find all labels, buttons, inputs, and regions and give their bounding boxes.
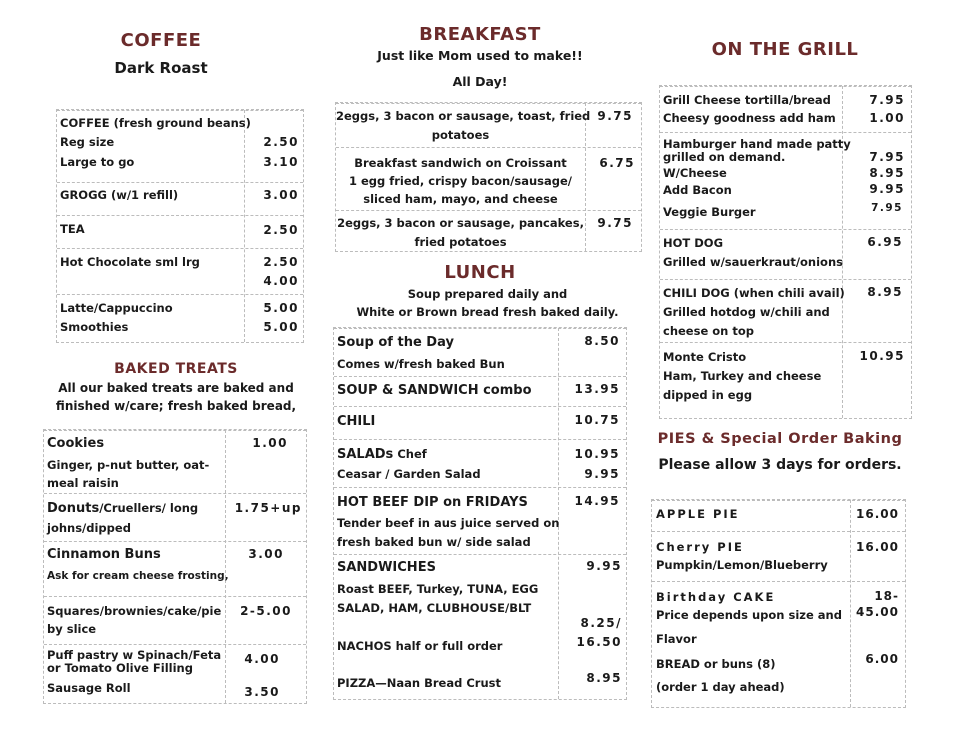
menu-item: Hamburger hand made patty [663, 137, 851, 151]
menu-item: Ham, Turkey and cheese [663, 369, 822, 383]
baked-row [44, 430, 306, 494]
menu-item: sliced ham, mayo, and cheese [363, 192, 558, 206]
menu-item [47, 499, 198, 519]
menu-item: Roast BEEF, Turkey, TUNA, EGG [337, 582, 539, 596]
menu-item: Hot Chocolate sml lrg [60, 255, 200, 269]
menu-item: Cherry PIE [656, 540, 744, 554]
menu-item: Soup of the Day [337, 335, 454, 350]
breakfast-title: BREAKFAST [419, 24, 541, 45]
menu-item: GROGG (w/1 refill) [60, 188, 179, 202]
price: 8.50 [584, 334, 620, 348]
grill-row [660, 132, 911, 230]
price: 16.50 [576, 635, 622, 649]
menu-item: johns/dipped [47, 521, 131, 535]
price: 6.95 [867, 235, 903, 249]
menu-item: Veggie Burger [663, 205, 756, 219]
note-line: finished w/care; fresh baked bread, [55, 399, 297, 413]
price: 18- [874, 589, 899, 603]
price: 3.00 [263, 188, 299, 202]
menu-item: fried potatoes [414, 235, 507, 249]
item-name-rest: /Cruellers/ long [99, 501, 199, 515]
menu-item: PIZZA—Naan Bread Crust [337, 676, 501, 690]
price: 1.00 [252, 436, 288, 450]
lunch-row [334, 439, 626, 488]
grill-row [660, 229, 911, 280]
price: 8.95 [586, 671, 622, 685]
lunch-note [335, 285, 640, 321]
price: 7.95 [871, 202, 903, 214]
price: 1.00 [869, 111, 905, 125]
menu-item: Comes w/fresh baked Bun [337, 357, 505, 371]
lunch-row [334, 487, 626, 555]
menu-item: dipped in egg [663, 388, 753, 402]
price: 8.25/ [580, 616, 622, 630]
coffee-title: COFFEE [120, 30, 202, 51]
lunch-row [334, 554, 626, 700]
lunch-row [334, 406, 626, 440]
menu-item: Smoothies [60, 320, 129, 334]
coffee-row [57, 248, 303, 295]
price: 10.95 [859, 349, 905, 363]
price: 13.95 [574, 382, 620, 396]
menu-item: COFFEE (fresh ground beans) [60, 116, 251, 130]
lunch-row [334, 328, 626, 377]
menu-item: SALAD, HAM, CLUBHOUSE/BLT [337, 601, 532, 615]
price: 10.95 [574, 447, 620, 461]
grill-row [660, 342, 911, 419]
menu-item: grilled on demand. [663, 150, 786, 164]
coffee-row [57, 110, 303, 183]
price: 45.00 [856, 605, 899, 619]
menu-item: by slice [47, 622, 97, 636]
baked-table [43, 429, 307, 704]
lunch-title: LUNCH [444, 262, 516, 283]
baked-title: BAKED TREATS [114, 361, 238, 377]
menu-item: TEA [60, 222, 85, 236]
price: 5.00 [263, 320, 299, 334]
price: 8.95 [869, 166, 905, 180]
menu-item: Pumpkin/Lemon/Blueberry [656, 558, 828, 572]
menu-item: or Tomato Olive Filling [47, 661, 193, 675]
menu-item: Cookies [47, 436, 105, 451]
breakfast-row [336, 210, 641, 252]
pies-subtitle: Please allow 3 days for orders. [658, 457, 902, 473]
breakfast-tagline-2: All Day! [452, 74, 508, 89]
price: 3.10 [263, 155, 299, 169]
item-name-rest: Chef [393, 447, 427, 461]
baked-row [44, 541, 306, 597]
price: 3.00 [248, 547, 284, 561]
menu-item: Sausage Roll [47, 681, 131, 695]
baked-note [50, 379, 302, 415]
price: 10.75 [574, 413, 620, 427]
menu-item: SOUP & SANDWICH combo [337, 383, 532, 398]
menu-item: Tender beef in aus juice served on [337, 516, 560, 530]
menu-item: Ginger, p-nut butter, oat- [47, 458, 210, 472]
grill-title: ON THE GRILL [711, 39, 859, 60]
menu-item: Grilled w/sauerkraut/onions [663, 255, 843, 269]
price: 9.95 [869, 182, 905, 196]
pies-row [652, 581, 905, 708]
price: 1.75+up [234, 501, 302, 515]
price: 16.00 [856, 540, 899, 554]
menu-item: HOT BEEF DIP on FRIDAYS [337, 495, 528, 510]
menu-item: Puff pastry w Spinach/Feta [47, 648, 222, 662]
coffee-subtitle: Dark Roast [114, 59, 208, 77]
price: 9.75 [597, 216, 633, 230]
menu-item: Breakfast sandwich on Croissant [354, 156, 567, 170]
lunch-table [333, 327, 627, 700]
pies-row [652, 531, 905, 582]
menu-item: W/Cheese [663, 166, 727, 180]
menu-item: APPLE PIE [656, 507, 740, 521]
price: 3.50 [244, 685, 280, 699]
menu-item: Price depends upon size and [656, 608, 842, 622]
coffee-table [56, 109, 304, 343]
menu-item: Cinnamon Buns [47, 547, 161, 562]
menu-item: Reg size [60, 135, 115, 149]
menu-item: NACHOS half or full order [337, 639, 503, 653]
note-line: White or Brown bread fresh baked daily. [356, 305, 619, 319]
menu-item: Birthday CAKE [656, 590, 776, 604]
pies-title: PIES & Special Order Baking [657, 431, 903, 447]
price: 2.50 [263, 223, 299, 237]
price: 4.00 [263, 274, 299, 288]
menu-item: (order 1 day ahead) [656, 680, 785, 694]
menu-item: Grill Cheese tortilla/bread [663, 93, 831, 107]
note-line: Soup prepared daily and [407, 287, 568, 301]
menu-item: CHILI [337, 414, 376, 429]
menu-item: Monte Cristo [663, 350, 747, 364]
price: 2-5.00 [240, 604, 292, 618]
menu-item: Ask for cream cheese frosting, [47, 570, 229, 582]
menu-item: CHILI DOG (when chili avail) [663, 286, 845, 300]
menu-item: Ceasar / Garden Salad [337, 467, 481, 481]
price: 9.95 [584, 467, 620, 481]
menu-item: Grilled hotdog w/chili and [663, 305, 830, 319]
baked-row [44, 644, 306, 704]
price: 6.75 [599, 156, 635, 170]
price: 7.95 [869, 150, 905, 164]
menu-item: Flavor [656, 632, 697, 646]
note-line: All our baked treats are baked and [58, 381, 294, 395]
item-name: SALADs [337, 447, 394, 462]
grill-table [659, 85, 912, 419]
menu-item: Squares/brownies/cake/pie [47, 604, 222, 618]
menu-item: BREAD or buns (8) [656, 657, 776, 671]
price: 4.00 [244, 652, 280, 666]
price: 2.50 [263, 135, 299, 149]
menu-item: meal raisin [47, 476, 119, 490]
pies-table [651, 499, 906, 708]
menu-item: Latte/Cappuccino [60, 301, 173, 315]
price: 7.95 [869, 93, 905, 107]
menu-item: Large to go [60, 155, 135, 169]
price: 16.00 [856, 507, 899, 521]
pies-row [652, 500, 905, 532]
price: 9.75 [597, 109, 633, 123]
breakfast-table [335, 102, 642, 252]
grill-row [660, 279, 911, 343]
price: 6.00 [865, 652, 899, 666]
lunch-row [334, 376, 626, 407]
menu-item: potatoes [431, 128, 490, 142]
menu-item: 1 egg fried, crispy bacon/sausage/ [348, 174, 573, 188]
coffee-row [57, 182, 303, 216]
menu-item: HOT DOG [663, 236, 724, 250]
menu-item: Cheesy goodness add ham [663, 111, 836, 125]
menu-item [337, 445, 427, 465]
price: 8.95 [867, 285, 903, 299]
price: 14.95 [574, 494, 620, 508]
item-name: Donuts [47, 501, 100, 516]
baked-row [44, 596, 306, 645]
menu-item: Add Bacon [663, 183, 732, 197]
menu-item: SANDWICHES [337, 560, 436, 575]
price: 5.00 [263, 301, 299, 315]
grill-row [660, 86, 911, 133]
coffee-row [57, 215, 303, 249]
price: 9.95 [586, 559, 622, 573]
menu-item: fresh baked bun w/ side salad [337, 535, 531, 549]
menu-item: 2eggs, 3 bacon or sausage, toast, fried [336, 109, 591, 123]
breakfast-row [336, 147, 641, 211]
breakfast-row [336, 103, 641, 148]
menu-item: 2eggs, 3 bacon or sausage, pancakes, [337, 216, 584, 230]
coffee-row [57, 294, 303, 343]
price: 2.50 [263, 255, 299, 269]
breakfast-tagline: Just like Mom used to make!! [377, 48, 583, 63]
baked-row [44, 493, 306, 542]
menu-item: cheese on top [663, 324, 754, 338]
